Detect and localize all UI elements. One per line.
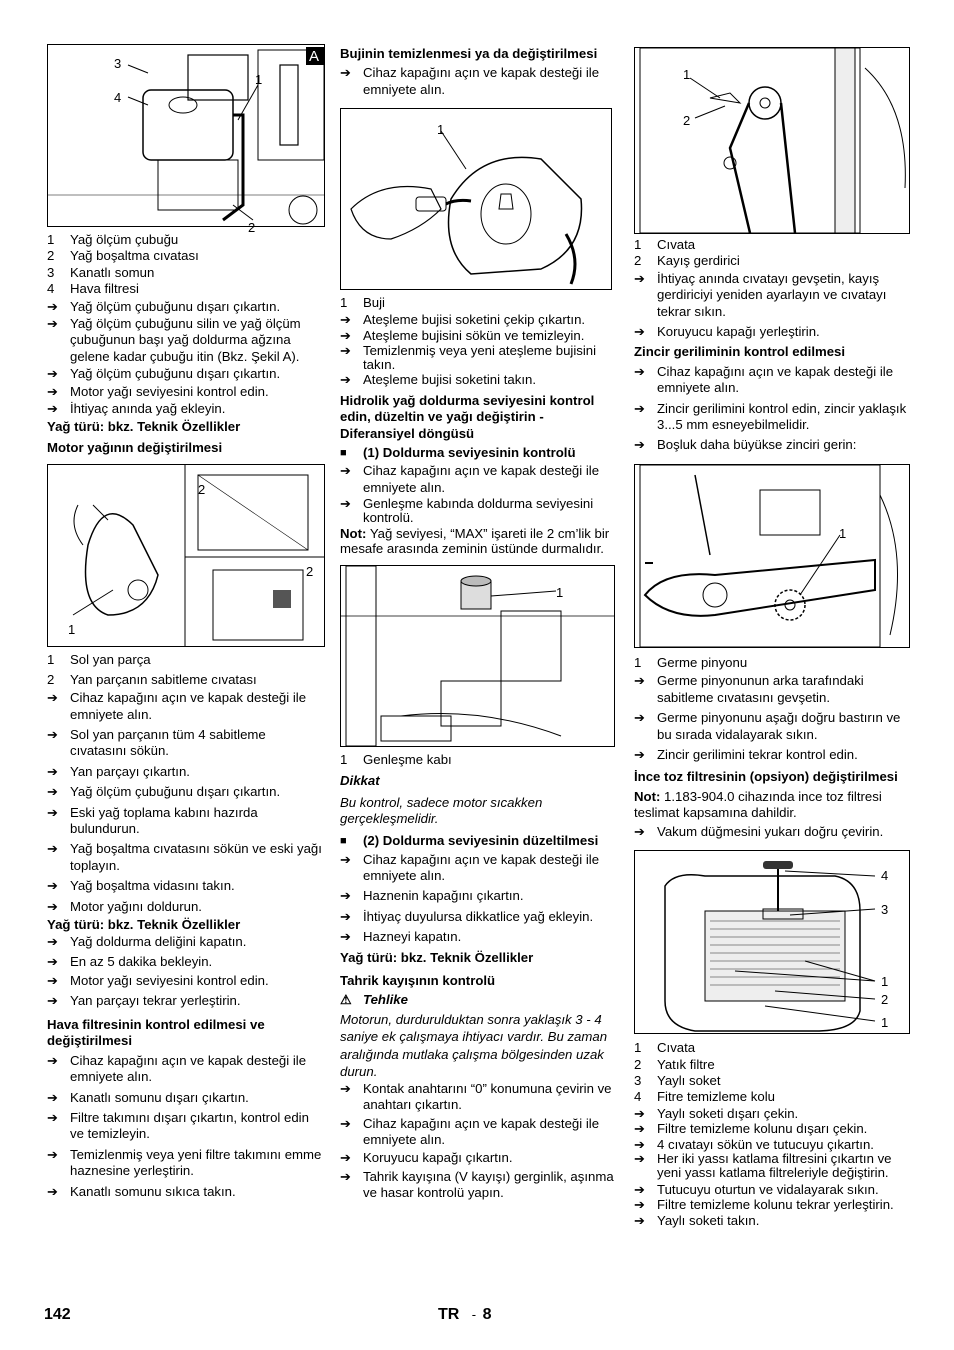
- arrow-icon: ➔: [340, 1168, 351, 1184]
- step: [47, 973, 324, 989]
- arrow-icon: ➔: [47, 898, 58, 914]
- legend-number: 1: [47, 232, 55, 247]
- arrow-icon: ➔: [634, 437, 645, 453]
- arrow-icon: ➔: [340, 851, 351, 867]
- step-text: Yağ boşaltma cıvatasını sökün ve eski yağı toplayın.: [70, 841, 322, 873]
- figure-label: 2: [683, 113, 691, 128]
- legend-number: 1: [634, 237, 642, 252]
- legend-text: Yağ boşaltma cıvatası: [70, 248, 199, 264]
- steps-hydraulic-fill: [340, 852, 616, 946]
- heading-hydraulic-oil: Hidrolik yağ doldurma seviyesini kontrol edin, düzeltin ve yağı değiştirin - Diferansiyel döngüsü: [340, 392, 595, 441]
- heading-motor-oil: Motor yağının değiştirilmesi: [47, 439, 223, 455]
- step: [634, 824, 910, 840]
- legend-item: [47, 672, 324, 688]
- legend-number: 1: [47, 652, 55, 668]
- step: [340, 312, 616, 328]
- step-text: Filtre takımını dışarı çıkartın, kontrol edin ve temizleyin.: [70, 1110, 309, 1142]
- step: [634, 1152, 910, 1180]
- step-text: Filtre temizleme kolunu tekrar yerleştirin.: [657, 1196, 894, 1212]
- step-text: Cihaz kapağını açın ve kapak desteği ile emniyete alın.: [70, 690, 307, 722]
- step: [47, 934, 324, 950]
- step: [47, 1184, 324, 1200]
- step-text: Yaylı soketi takın.: [657, 1212, 760, 1228]
- legend-text: Yan parçanın sabitleme cıvatası: [70, 671, 257, 687]
- oil-type: Yağ türü: bkz. Teknik Özellikler: [47, 916, 241, 932]
- legend-text: Buji: [363, 295, 385, 311]
- step: [47, 690, 324, 723]
- step: [47, 401, 324, 417]
- arrow-icon: ➔: [47, 1089, 58, 1105]
- note-text: 1.183-904.0 cihazında ince toz filtresi teslimat kapsamına dahildir.: [634, 788, 882, 821]
- step: [634, 1106, 910, 1122]
- step: [340, 65, 616, 98]
- step: [340, 1169, 616, 1202]
- arrow-icon: ➔: [634, 746, 645, 762]
- legend-item: [634, 253, 910, 269]
- legend-text: Cıvata: [657, 1040, 696, 1056]
- arrow-icon: ➔: [47, 1146, 58, 1162]
- step-text: Koruyucu kapağı çıkartın.: [363, 1150, 513, 1166]
- arrow-icon: ➔: [340, 908, 351, 924]
- step: [634, 1198, 910, 1212]
- legend-fine-dust-filter: [634, 1040, 910, 1106]
- step-text: Yağ ölçüm çubuğunu dışarı çıkartın.: [70, 298, 281, 314]
- heading-chain-tension: Zincir geriliminin kontrol edilmesi: [634, 344, 846, 360]
- step-text: Hazneyi kapatın.: [363, 929, 462, 945]
- legend-text: Kanatlı somun: [70, 264, 155, 280]
- step: [340, 344, 616, 372]
- figure-belt-tensioner: [634, 47, 910, 234]
- step-text: Ateşleme bujisini sökün ve temizleyin.: [363, 328, 585, 344]
- steps-fine-dust-filter: [634, 1106, 910, 1229]
- figure-tension-pinion-drawing: [635, 465, 909, 647]
- oil-type: Yağ türü: bkz. Teknik Özellikler: [340, 949, 534, 965]
- legend-number: 2: [47, 671, 55, 687]
- figure-label: 1: [683, 67, 691, 82]
- figure-fine-dust-filter-drawing: [635, 851, 909, 1033]
- arrow-icon: ➔: [47, 1183, 58, 1199]
- legend-text: Yağ ölçüm çubuğu: [70, 232, 179, 247]
- step-text: Tutucuyu oturtun ve vidalayarak sıkın.: [657, 1182, 879, 1198]
- arrow-icon: ➔: [47, 690, 58, 706]
- arrow-icon: ➔: [340, 929, 351, 945]
- step: [47, 299, 324, 315]
- legend-item: [634, 1089, 910, 1105]
- note-text: Yağ seviyesi, “MAX” işareti ile 2 cm’lik bir mesafe arasında zeminin üstünde durmalıdır.: [340, 526, 610, 556]
- step: [47, 1110, 324, 1143]
- step: [340, 929, 616, 945]
- figure-dipstick-drawing: [48, 45, 324, 226]
- figure-expansion-tank-drawing: [341, 566, 614, 746]
- section-page: 8: [482, 1306, 492, 1323]
- step-text: Boşluk daha büyükse zinciri gerin:: [657, 437, 857, 453]
- steps-drive-belt: [340, 1081, 616, 1202]
- legend-text: Germe pinyonu: [657, 654, 748, 670]
- legend-number: 1: [340, 752, 348, 768]
- figure-expansion-tank: [340, 565, 615, 747]
- legend-number: 1: [340, 295, 348, 311]
- legend-item: [634, 1073, 910, 1089]
- step: [47, 1090, 324, 1106]
- legend-text: Fitre temizleme kolu: [657, 1089, 775, 1105]
- step-text: Temizlenmiş veya yeni filtre takımını emme haznesine yerleştirin.: [70, 1146, 322, 1179]
- attention-text: Bu kontrol, sadece motor sıcakken gerçekleşmelidir.: [340, 795, 543, 827]
- steps-air-filter: [47, 1053, 324, 1200]
- figure-label: 1: [68, 622, 76, 638]
- legend-item: [340, 295, 616, 311]
- steps-pinion: [634, 673, 910, 763]
- heading-drive-belt: Tahrik kayışının kontrolü: [340, 972, 496, 988]
- arrow-icon: ➔: [340, 372, 351, 388]
- figure-label: 2: [881, 992, 889, 1008]
- legend-number: 2: [634, 253, 642, 269]
- arrow-icon: ➔: [634, 673, 645, 689]
- arrow-icon: ➔: [47, 973, 58, 989]
- step-text: Cihaz kapağını açın ve kapak desteği ile emniyete alın.: [363, 65, 600, 97]
- step: [634, 364, 910, 397]
- figure-dipstick: [47, 44, 325, 235]
- heading-fine-dust-filter: İnce toz filtresinin (opsiyon) değiştirilmesi: [634, 769, 898, 785]
- arrow-icon: ➔: [340, 1080, 351, 1096]
- note: [634, 789, 910, 822]
- figure-label: 1: [437, 122, 445, 138]
- legend-number: 4: [634, 1089, 642, 1105]
- step: [47, 316, 324, 365]
- arrow-icon: ➔: [340, 343, 351, 359]
- arrow-icon: ➔: [340, 496, 351, 512]
- note: [340, 527, 616, 556]
- legend-text: Hava filtresi: [70, 281, 139, 297]
- step-text: Sol yan parçanın tüm 4 sabitleme cıvatasını sökün.: [70, 726, 266, 759]
- column-3: [634, 44, 910, 1228]
- note-label: Not:: [340, 526, 367, 542]
- step-text: Motor yağını doldurun.: [70, 898, 202, 914]
- step: [47, 878, 324, 894]
- step-text: Cihaz kapağını açın ve kapak desteği ile emniyete alın.: [363, 463, 600, 495]
- figure-spark-plug: [340, 108, 612, 290]
- step: [340, 328, 616, 344]
- arrow-icon: ➔: [634, 1105, 645, 1121]
- figure-label: 1: [881, 974, 889, 990]
- legend-number: 4: [47, 281, 55, 297]
- subheading-text: (2) Doldurma seviyesinin düzeltilmesi: [363, 833, 599, 849]
- arrow-icon: ➔: [340, 1115, 351, 1131]
- figure-label: 1: [556, 585, 564, 601]
- step-text: Yan parçayı çıkartın.: [70, 763, 190, 779]
- figure-label: 4: [114, 90, 122, 105]
- figure-label: 3: [114, 56, 122, 71]
- step: [634, 710, 910, 743]
- step-text: Germe pinyonunun arka tarafındaki sabitleme cıvatasını gevşetin.: [657, 673, 864, 705]
- step-text: 4 cıvatayı sökün ve tutucuyu çıkartın.: [657, 1136, 874, 1152]
- subheading: [340, 833, 616, 849]
- steps-motor-oil: [47, 690, 324, 915]
- danger-text: Motorun, durdurulduktan sonra yaklaşık 3 - 4 saniye ek çalışmaya ihtiyacı vardır. Bu zaman aralığında mutlaka çalışma bölgesinden uzak durun.: [340, 1011, 608, 1080]
- arrow-icon: ➔: [47, 878, 58, 894]
- step-text: Kontak anahtarını “0” konumuna çevirin ve anahtarı çıkartın.: [363, 1080, 612, 1113]
- step: [47, 993, 324, 1009]
- step: [634, 1121, 910, 1137]
- arrow-icon: ➔: [47, 1052, 58, 1068]
- step: [634, 1137, 910, 1153]
- steps-motor-oil-2: [47, 934, 324, 1009]
- danger-title: [340, 992, 616, 1008]
- attention-title: Dikkat: [340, 772, 380, 788]
- figure-label: 4: [881, 868, 889, 884]
- column-1: [47, 44, 324, 1204]
- step: [634, 1182, 910, 1198]
- step: [634, 437, 910, 453]
- step: [340, 497, 616, 525]
- legend-text: Yatık filtre: [657, 1056, 715, 1072]
- legend-side-panel: [47, 652, 324, 688]
- legend-belt-tensioner: [634, 237, 910, 270]
- step-text: Yaylı soketi dışarı çekin.: [657, 1105, 799, 1121]
- step: [340, 463, 616, 496]
- arrow-icon: ➔: [634, 400, 645, 416]
- legend-number: 2: [47, 248, 55, 264]
- step: [340, 1081, 616, 1114]
- figure-tension-pinion: [634, 464, 910, 648]
- legend-number: 3: [47, 264, 55, 280]
- legend-item: [47, 652, 324, 668]
- step: [340, 1150, 616, 1166]
- figure-side-panel: [47, 464, 325, 647]
- arrow-icon: ➔: [634, 324, 645, 340]
- legend-number: 2: [634, 1056, 642, 1072]
- arrow-icon: ➔: [47, 383, 58, 399]
- page-number: 142: [44, 1306, 71, 1323]
- step-text: Yan parçayı tekrar yerleştirin.: [70, 992, 241, 1008]
- legend-text: Cıvata: [657, 237, 696, 252]
- arrow-icon: ➔: [47, 316, 58, 332]
- legend-text: Sol yan parça: [70, 652, 151, 668]
- arrow-icon: ➔: [340, 311, 351, 327]
- step-text: Cihaz kapağını açın ve kapak desteği ile emniyete alın.: [657, 363, 894, 396]
- legend-number: 3: [634, 1072, 642, 1088]
- danger-label: Tehlike: [363, 992, 408, 1008]
- legend-number: 1: [634, 1040, 642, 1056]
- step-text: Kanatlı somunu sıkıca takın.: [70, 1183, 236, 1199]
- step: [634, 1213, 910, 1229]
- step: [340, 1116, 616, 1149]
- step: [47, 1053, 324, 1086]
- step: [47, 784, 324, 800]
- subheading-text: (1) Doldurma seviyesinin kontrolü: [363, 445, 576, 461]
- step: [340, 888, 616, 904]
- arrow-icon: ➔: [47, 841, 58, 857]
- step-text: Ateşleme bujisi soketini çekip çıkartın.: [363, 311, 586, 327]
- step: [47, 899, 324, 915]
- figure-letter: A: [309, 48, 320, 65]
- step: [634, 324, 910, 340]
- legend-text: Kayış gerdirici: [657, 253, 740, 269]
- arrow-icon: ➔: [47, 298, 58, 314]
- arrow-icon: ➔: [47, 726, 58, 742]
- step-text: İhtiyaç duyulursa dikkatlice yağ ekleyin.: [363, 908, 594, 924]
- legend-text: Genleşme kabı: [363, 752, 452, 768]
- step: [340, 852, 616, 885]
- legend-text: Yaylı soket: [657, 1072, 721, 1088]
- arrow-icon: ➔: [340, 888, 351, 904]
- step: [47, 764, 324, 780]
- arrow-icon: ➔: [47, 366, 58, 382]
- step-text: Yağ doldurma deliğini kapatın.: [70, 934, 247, 950]
- arrow-icon: ➔: [47, 804, 58, 820]
- step: [340, 909, 616, 925]
- arrow-icon: ➔: [340, 328, 351, 344]
- step-text: Ateşleme bujisi soketini takın.: [363, 372, 536, 388]
- step: [47, 1147, 324, 1180]
- step-text: Germe pinyonunu aşağı doğru bastırın ve bu sırada vidalayarak sıkın.: [657, 710, 901, 742]
- legend-item: [47, 281, 324, 297]
- step-text: Motor yağı seviyesini kontrol edin.: [70, 973, 269, 989]
- step-text: Temizlenmiş veya yeni ateşleme bujisini takın.: [363, 343, 597, 373]
- step-text: Zincir gerilimini tekrar kontrol edin.: [657, 746, 858, 762]
- step-text: Filtre temizleme kolunu dışarı çekin.: [657, 1121, 868, 1137]
- arrow-icon: ➔: [634, 710, 645, 726]
- figure-label: 1: [839, 525, 847, 541]
- arrow-icon: ➔: [634, 823, 645, 839]
- legend-dipstick: [47, 232, 324, 298]
- heading-spark-plug: Bujinin temizlenmesi ya da değiştirilmesi: [340, 46, 598, 61]
- step: [47, 366, 324, 382]
- step-text: Yağ boşaltma vidasını takın.: [70, 878, 235, 894]
- legend-item: [47, 248, 324, 264]
- legend-item: [634, 237, 910, 253]
- steps-chain: [634, 364, 910, 454]
- step-text: Yağ ölçüm çubuğunu silin ve yağ ölçüm çubuğunun başı yağ doldurma ağzına gelene kadar çubuğu itin (Bkz. Şekil A).: [70, 316, 301, 364]
- warning-triangle-icon: ⚠: [340, 992, 352, 1008]
- square-bullet-icon: ■: [340, 447, 347, 460]
- arrow-icon: ➔: [340, 65, 351, 81]
- figure-label: 3: [881, 902, 889, 918]
- note-label: Not:: [634, 788, 661, 804]
- step-text: Haznenin kapağını çıkartın.: [363, 888, 524, 904]
- arrow-icon: ➔: [634, 1182, 645, 1198]
- language-code: [438, 1307, 491, 1323]
- step: [634, 271, 910, 320]
- step-text: Eski yağ toplama kabını hazırda bulundurun.: [70, 804, 258, 836]
- arrow-icon: ➔: [634, 363, 645, 379]
- arrow-icon: ➔: [47, 934, 58, 950]
- step: [47, 954, 324, 970]
- steps-spark-plug: [340, 312, 616, 389]
- legend-item: [634, 1040, 910, 1056]
- arrow-icon: ➔: [634, 1196, 645, 1212]
- arrow-icon: ➔: [340, 463, 351, 479]
- step-text: Vakum düğmesini yukarı doğru çevirin.: [657, 823, 884, 839]
- step-text: Yağ ölçüm çubuğunu dışarı çıkartın.: [70, 366, 281, 382]
- heading-air-filter: Hava filtresinin kontrol edilmesi ve değiştirilmesi: [47, 1017, 265, 1049]
- legend-item: [634, 655, 910, 671]
- step: [634, 401, 910, 434]
- figure-label: 1: [255, 72, 263, 87]
- arrow-icon: ➔: [47, 784, 58, 800]
- step: [47, 841, 324, 874]
- language-label: TR: [438, 1306, 460, 1323]
- step-text: Kanatlı somunu dışarı çıkartın.: [70, 1089, 249, 1105]
- step: [47, 384, 324, 400]
- subheading: [340, 445, 616, 461]
- step-text: Her iki yassı katlama filtresini çıkartın ve yeni yassı katlama filtreleriyle değiştirin.: [657, 1151, 892, 1181]
- step: [634, 673, 910, 706]
- arrow-icon: ➔: [47, 953, 58, 969]
- step: [47, 805, 324, 838]
- figure-side-panel-drawing: [48, 465, 324, 646]
- arrow-icon: ➔: [634, 1136, 645, 1152]
- steps-belt-tensioner: [634, 271, 910, 341]
- figure-belt-tensioner-drawing: [635, 48, 909, 233]
- arrow-icon: ➔: [634, 1151, 645, 1167]
- step-text: Yağ ölçüm çubuğunu dışarı çıkartın.: [70, 784, 281, 800]
- step: [634, 747, 910, 763]
- step-text: En az 5 dakika bekleyin.: [70, 953, 213, 969]
- step-text: Cihaz kapağını açın ve kapak desteği ile emniyete alın.: [363, 1115, 600, 1147]
- legend-item: [47, 265, 324, 281]
- step-text: Motor yağı seviyesini kontrol edin.: [70, 383, 269, 399]
- legend-number: 1: [634, 654, 642, 670]
- step: [47, 727, 324, 760]
- figure-spark-plug-drawing: [341, 109, 611, 289]
- legend-item: [47, 232, 324, 248]
- arrow-icon: ➔: [340, 1150, 351, 1166]
- arrow-icon: ➔: [634, 1121, 645, 1137]
- arrow-icon: ➔: [634, 1212, 645, 1228]
- square-bullet-icon: ■: [340, 835, 347, 848]
- legend-item: [340, 752, 616, 768]
- step-text: Cihaz kapağını açın ve kapak desteği ile emniyete alın.: [70, 1052, 307, 1085]
- step-text: Tahrik kayışına (V kayışı) gerginlik, aşınma ve hasar kontrolü yapın.: [363, 1168, 614, 1201]
- arrow-icon: ➔: [47, 401, 58, 417]
- oil-type: Yağ türü: bkz. Teknik Özellikler: [47, 419, 241, 435]
- step-text: Zincir gerilimini kontrol edin, zincir yaklaşık 3...5 mm esneyebilmelidir.: [657, 400, 907, 433]
- footer-separator: -: [471, 1307, 477, 1322]
- figure-label: 1: [881, 1015, 889, 1031]
- figure-fine-dust-filter: [634, 850, 910, 1034]
- step-text: İhtiyaç anında cıvatayı gevşetin, kayış gerdiriciyi yeniden ayarlayın ve cıvatayı tekrar sıkın.: [657, 270, 887, 319]
- step: [340, 372, 616, 388]
- arrow-icon: ➔: [634, 270, 645, 286]
- figure-label: 2: [198, 482, 206, 498]
- arrow-icon: ➔: [47, 763, 58, 779]
- arrow-icon: ➔: [47, 992, 58, 1008]
- steps-dipstick: [47, 299, 324, 418]
- step-text: İhtiyaç anında yağ ekleyin.: [70, 401, 226, 417]
- step-text: Genleşme kabında doldurma seviyesini kontrolü.: [363, 496, 594, 526]
- figure-label: 2: [248, 220, 256, 235]
- legend-item: [634, 1057, 910, 1073]
- step-text: Cihaz kapağını açın ve kapak desteği ile emniyete alın.: [363, 851, 600, 883]
- arrow-icon: ➔: [47, 1110, 58, 1126]
- step-text: Koruyucu kapağı yerleştirin.: [657, 324, 820, 340]
- figure-label: 2: [306, 564, 314, 580]
- column-2: [340, 44, 616, 1202]
